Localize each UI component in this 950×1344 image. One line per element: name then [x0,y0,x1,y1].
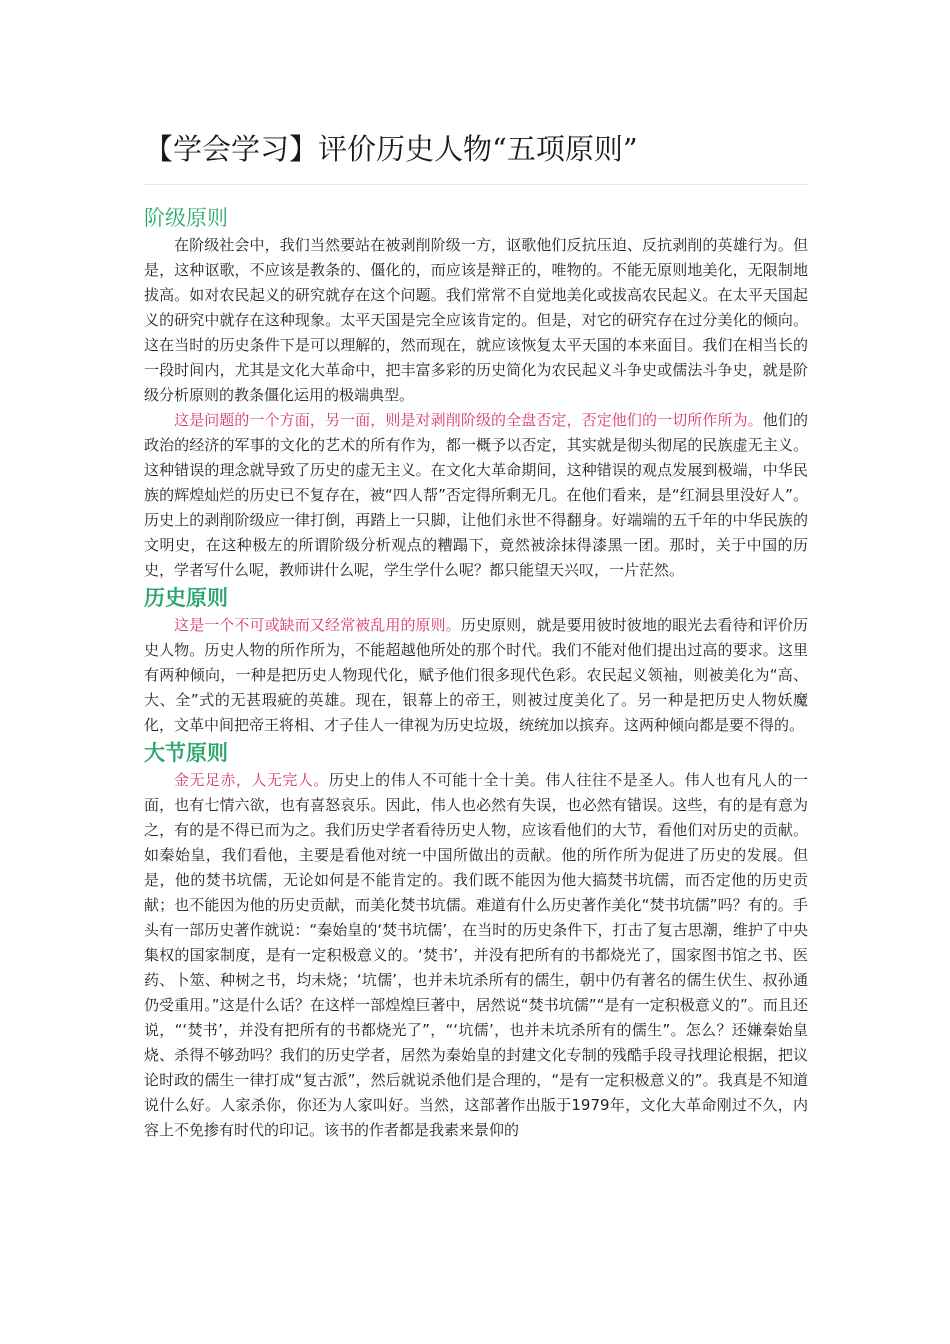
paragraph-text: 历史上的伟人不可能十全十美。伟人往往不是圣人。伟人也有凡人的一面，也有七情六欲，也有喜怒哀乐。因此，伟人也必然有失误，也必然有错误。这些，有的是有意为之，有的是不得已而为之。我们历史学者看待历史人物，应该看他们的大节，看他们对历史的贡献。如秦始皇，我们看他，主要是看他对统一中国所做出的贡献。他的所作所为促进了历史的发展。但是，他的焚书坑儒，无论如何是不能肯定的。我们既不能因为他大搞焚书坑儒，而否定他的历史贡献；也不能因为他的历史贡献，而美化焚书坑儒。难道有什么历史著作美化“焚书坑儒”吗？有的。手头有一部历史著作就说：“秦始皇的‘焚书坑儒’，在当时的历史条件下，打击了复古思潮，维护了中央集权的国家制度，是有一定积极意义的。‘焚书’，并没有把所有的书都烧光了，国家图书馆之书、医药、卜筮、种树之书，均未烧；‘坑儒’，也并未坑杀所有的儒生，朝中仍有著名的儒生伏生、叔孙通仍受重用。”这是什么话？在这样一部煌煌巨著中，居然说“焚书坑儒”“是有一定积极意义的”。而且还说，“‘焚书’，并没有把所有的书都烧光了”，“‘坑儒’，也并未坑杀所有的儒生”。怎么？还嫌秦始皇烧、杀得不够劲吗？我们的历史学者，居然为秦始皇的封建文化专制的残酷手段寻找理论根据，把议论时政的儒生一律打成“复古派”，然后就说杀他们是合理的，“是有一定积极意义的”。我真是不知道说什么好。人家杀你，你还为人家叫好。当然，这部著作出版于1979年，文化大革命刚过不久，内容上不免掺有时代的印记。该书的作者都是我素来景仰的 [144,771,808,1139]
section-major-paragraph-1 [144,768,808,1143]
highlight-text: 这是一个不可或缺而又经常被乱用的原则。 [174,616,461,634]
section-heading-history: 历史原则 [144,586,228,610]
section-heading-class: 阶级原则 [144,206,228,230]
document-title: 【学会学习】评价历史人物“五项原则” [144,128,808,185]
section-history-principle [144,583,808,738]
paragraph-text: 他们的政治的经济的军事的文化的艺术的所有作为，都一概予以否定，其实就是彻头彻尾的民族虚无主义。这种错误的理念就导致了历史的虚无主义。在文化大革命期间，这种错误的观点发展到极端，中华民族的辉煌灿烂的历史已不复存在，被“四人帮”否定得所剩无几。在他们看来，是“红洞县里没好人”。历史上的剥削阶级应一律打倒，再踏上一只脚，让他们永世不得翻身。好端端的五千年的中华民族的文明史，在这种极左的所谓阶级分析观点的糟蹋下，竟然被涂抹得漆黑一团。那时，关于中国的历史，学者写什么呢，教师讲什么呢，学生学什么呢？都只能望天兴叹，一片茫然。 [144,411,808,579]
section-history-paragraph-1 [144,613,808,738]
highlight-text: 金无足赤，人无完人。 [174,771,329,789]
highlight-text: 这是问题的一个方面，另一面，则是对剥削阶级的全盘否定，否定他们的一切所作所为。 [174,411,763,429]
section-class-paragraph-2 [144,408,808,583]
section-heading-major: 大节原则 [144,741,228,765]
document-page [144,128,808,1143]
section-class-principle [144,203,808,583]
section-major-principle [144,738,808,1143]
paragraph-text: 历史原则，就是要用彼时彼地的眼光去看待和评价历史人物。历史人物的所作所为，不能超越他所处的那个时代。我们不能对他们提出过高的要求。这里有两种倾向，一种是把历史人物现代化，赋予他们很多现代色彩。农民起义领袖，则被美化为“高、大、全”式的无甚瑕疵的英雄。现在，银幕上的帝王，则被过度美化了。另一种是把历史人物妖魔化，文革中间把帝王将相、才子佳人一律视为历史垃圾，统统加以摈弃。这两种倾向都是要不得的。 [144,616,808,734]
section-class-paragraph-1: 在阶级社会中，我们当然要站在被剥削阶级一方，讴歌他们反抗压迫、反抗剥削的英雄行为。但是，这种讴歌，不应该是教条的、僵化的，而应该是辩正的，唯物的。不能无原则地美化，无限制地拔高。如对农民起义的研究就存在这个问题。我们常常不自觉地美化或拔高农民起义。在太平天国起义的研究中就存在这种现象。太平天国是完全应该肯定的。但是，对它的研究存在过分美化的倾向。这在当时的历史条件下是可以理解的，然而现在，就应该恢复太平天国的本来面目。我们在相当长的一段时间内，尤其是文化大革命中，把丰富多彩的历史简化为农民起义斗争史或儒法斗争史，就是阶级分析原则的教条僵化运用的极端典型。 [144,236,808,404]
